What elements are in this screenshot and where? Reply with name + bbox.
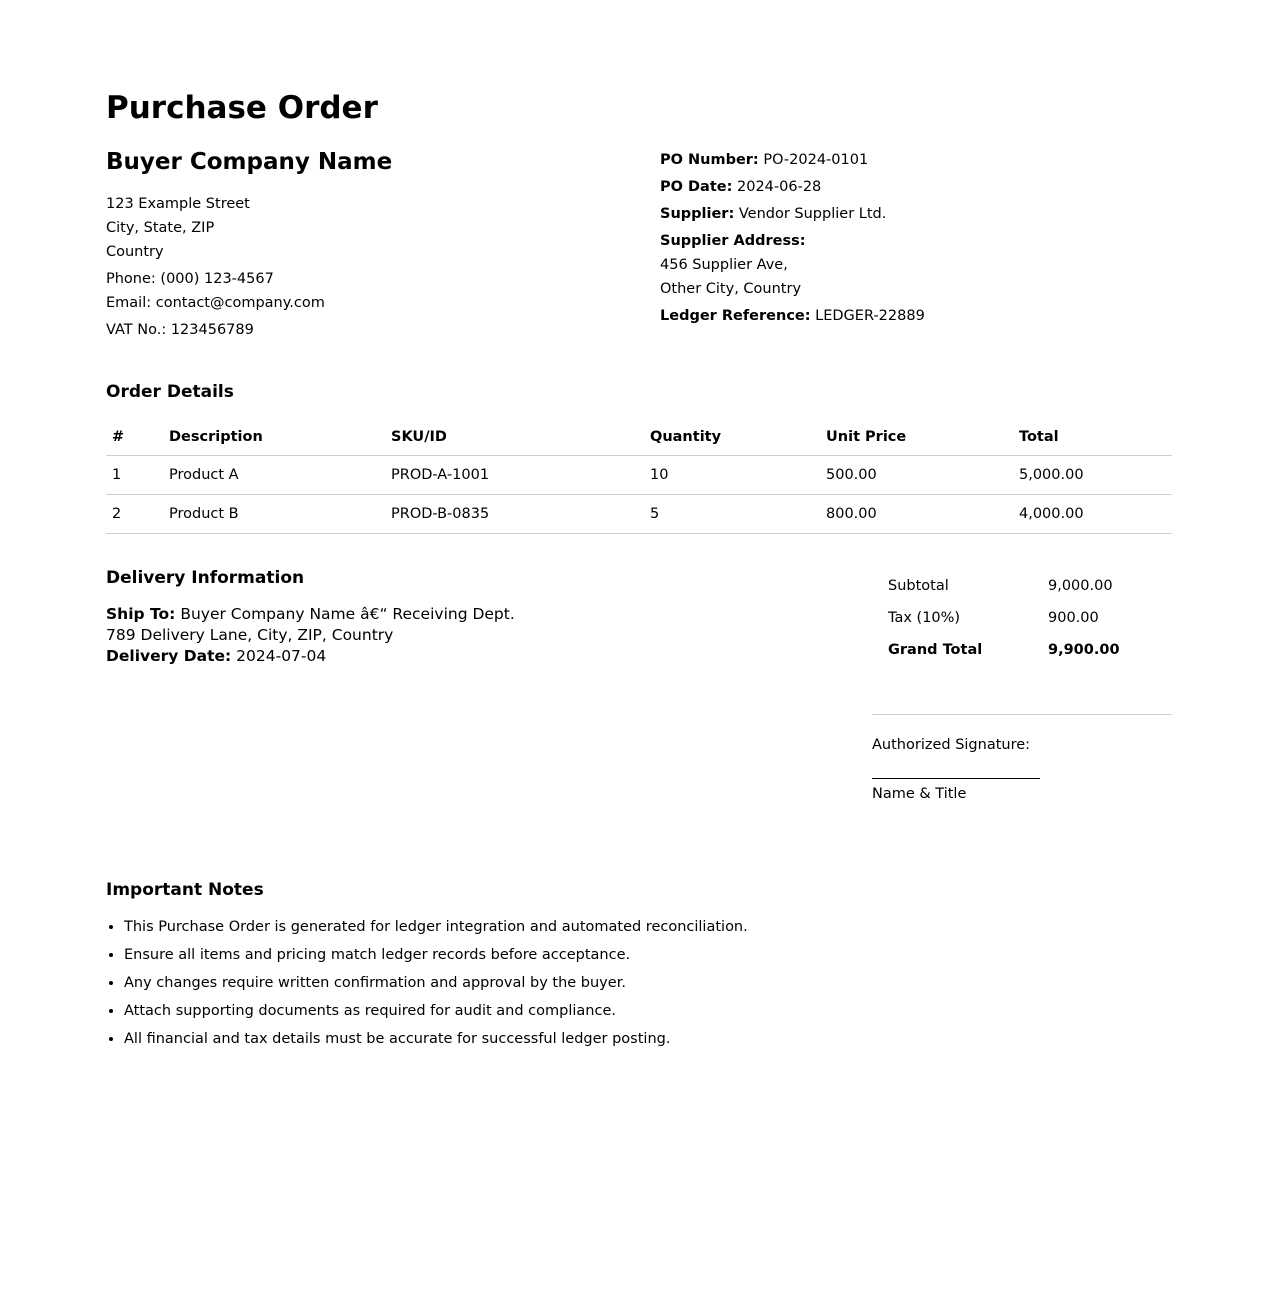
table-cell: 2 [106, 495, 163, 534]
list-item: • Ensure all items and pricing match ledger records before acceptance. [124, 941, 748, 969]
table-cell: 4,000.00 [1013, 495, 1172, 534]
totals-table [878, 570, 1172, 666]
subtotal-row [878, 570, 1172, 602]
notes-heading: Important Notes [106, 880, 264, 900]
supplier-row [660, 202, 1172, 226]
table-cell: 10 [644, 456, 820, 495]
column-header: SKU/ID [385, 418, 644, 456]
list-item: • All financial and tax details must be accurate for successful ledger posting. [124, 1025, 748, 1053]
table-header-row [106, 418, 1172, 456]
ledger-row [660, 304, 1172, 328]
delivery-block [106, 604, 515, 667]
delivery-address: 789 Delivery Lane, City, ZIP, Country [106, 626, 394, 644]
buyer-vat: VAT No.: 123456789 [106, 322, 254, 338]
signature-label: Authorized Signature: [872, 737, 1031, 753]
column-header: Total [1013, 418, 1172, 456]
table-cell: 800.00 [820, 495, 1013, 534]
table-cell: Product A [163, 456, 385, 495]
signature-block [872, 714, 1172, 805]
po-date-label: PO Date: [660, 179, 733, 195]
buyer-street: 123 Example Street [106, 196, 250, 212]
supplier-address-line1: 456 Supplier Ave, [660, 257, 788, 273]
buyer-block [106, 146, 626, 342]
signature-name-title: Name & Title [872, 786, 967, 802]
column-header: Unit Price [820, 418, 1013, 456]
buyer-email: Email: contact@company.com [106, 295, 325, 311]
po-date-value: 2024-06-28 [737, 179, 822, 195]
delivery-date-value: 2024-07-04 [236, 647, 327, 665]
delivery-heading: Delivery Information [106, 568, 305, 588]
supplier-label: Supplier: [660, 206, 735, 222]
ship-to-value: Buyer Company Name â€“ Receiving Dept. [180, 605, 515, 623]
supplier-value: Vendor Supplier Ltd. [738, 206, 887, 222]
tax-label: Tax (10%) [888, 610, 961, 626]
table-row [106, 495, 1172, 534]
list-item: • Any changes require written confirmation and approval by the buyer. [124, 969, 748, 997]
list-item: • This Purchase Order is generated for ledger integration and automated reconciliation. [124, 913, 748, 941]
buyer-city: City, State, ZIP [106, 220, 215, 236]
order-details-heading: Order Details [106, 382, 234, 402]
po-number-row [660, 148, 1172, 172]
grand-total-value: 9,900.00 [1048, 642, 1120, 658]
po-date-row [660, 175, 1172, 199]
column-header: Description [163, 418, 385, 456]
supplier-address-label [660, 229, 1172, 253]
table-cell: 5,000.00 [1013, 456, 1172, 495]
page-title: Purchase Order [106, 90, 378, 126]
grand-total-row [878, 634, 1172, 666]
table-row [106, 456, 1172, 495]
ledger-value: LEDGER-22889 [815, 308, 925, 324]
column-header: Quantity [644, 418, 820, 456]
table-cell: PROD-A-1001 [385, 456, 644, 495]
table-cell: PROD-B-0835 [385, 495, 644, 534]
buyer-name: Buyer Company Name [106, 149, 393, 175]
po-number-value: PO-2024-0101 [763, 152, 869, 168]
table-cell: 500.00 [820, 456, 1013, 495]
subtotal-value: 9,000.00 [1048, 578, 1113, 594]
ship-to-label: Ship To: [106, 605, 176, 623]
tax-value: 900.00 [1048, 610, 1099, 626]
table-cell: 5 [644, 495, 820, 534]
tax-row [878, 602, 1172, 634]
column-header: # [106, 418, 163, 456]
ledger-label: Ledger Reference: [660, 308, 811, 324]
delivery-date-label: Delivery Date: [106, 647, 232, 665]
buyer-country: Country [106, 244, 164, 260]
order-items-table [106, 418, 1172, 534]
table-cell: Product B [163, 495, 385, 534]
ship-to-row [106, 604, 515, 625]
po-info-block [660, 148, 1172, 328]
notes-list [106, 913, 748, 1053]
supplier-address-line2: Other City, Country [660, 281, 802, 297]
list-item: • Attach supporting documents as required for audit and compliance. [124, 997, 748, 1025]
signature-line [872, 778, 1040, 779]
delivery-date-row [106, 646, 515, 667]
table-cell: 1 [106, 456, 163, 495]
buyer-phone: Phone: (000) 123-4567 [106, 271, 274, 287]
po-number-label: PO Number: [660, 152, 759, 168]
supplier-address-label-text: Supplier Address: [660, 233, 806, 249]
grand-total-label: Grand Total [888, 642, 983, 658]
subtotal-label: Subtotal [888, 578, 949, 594]
